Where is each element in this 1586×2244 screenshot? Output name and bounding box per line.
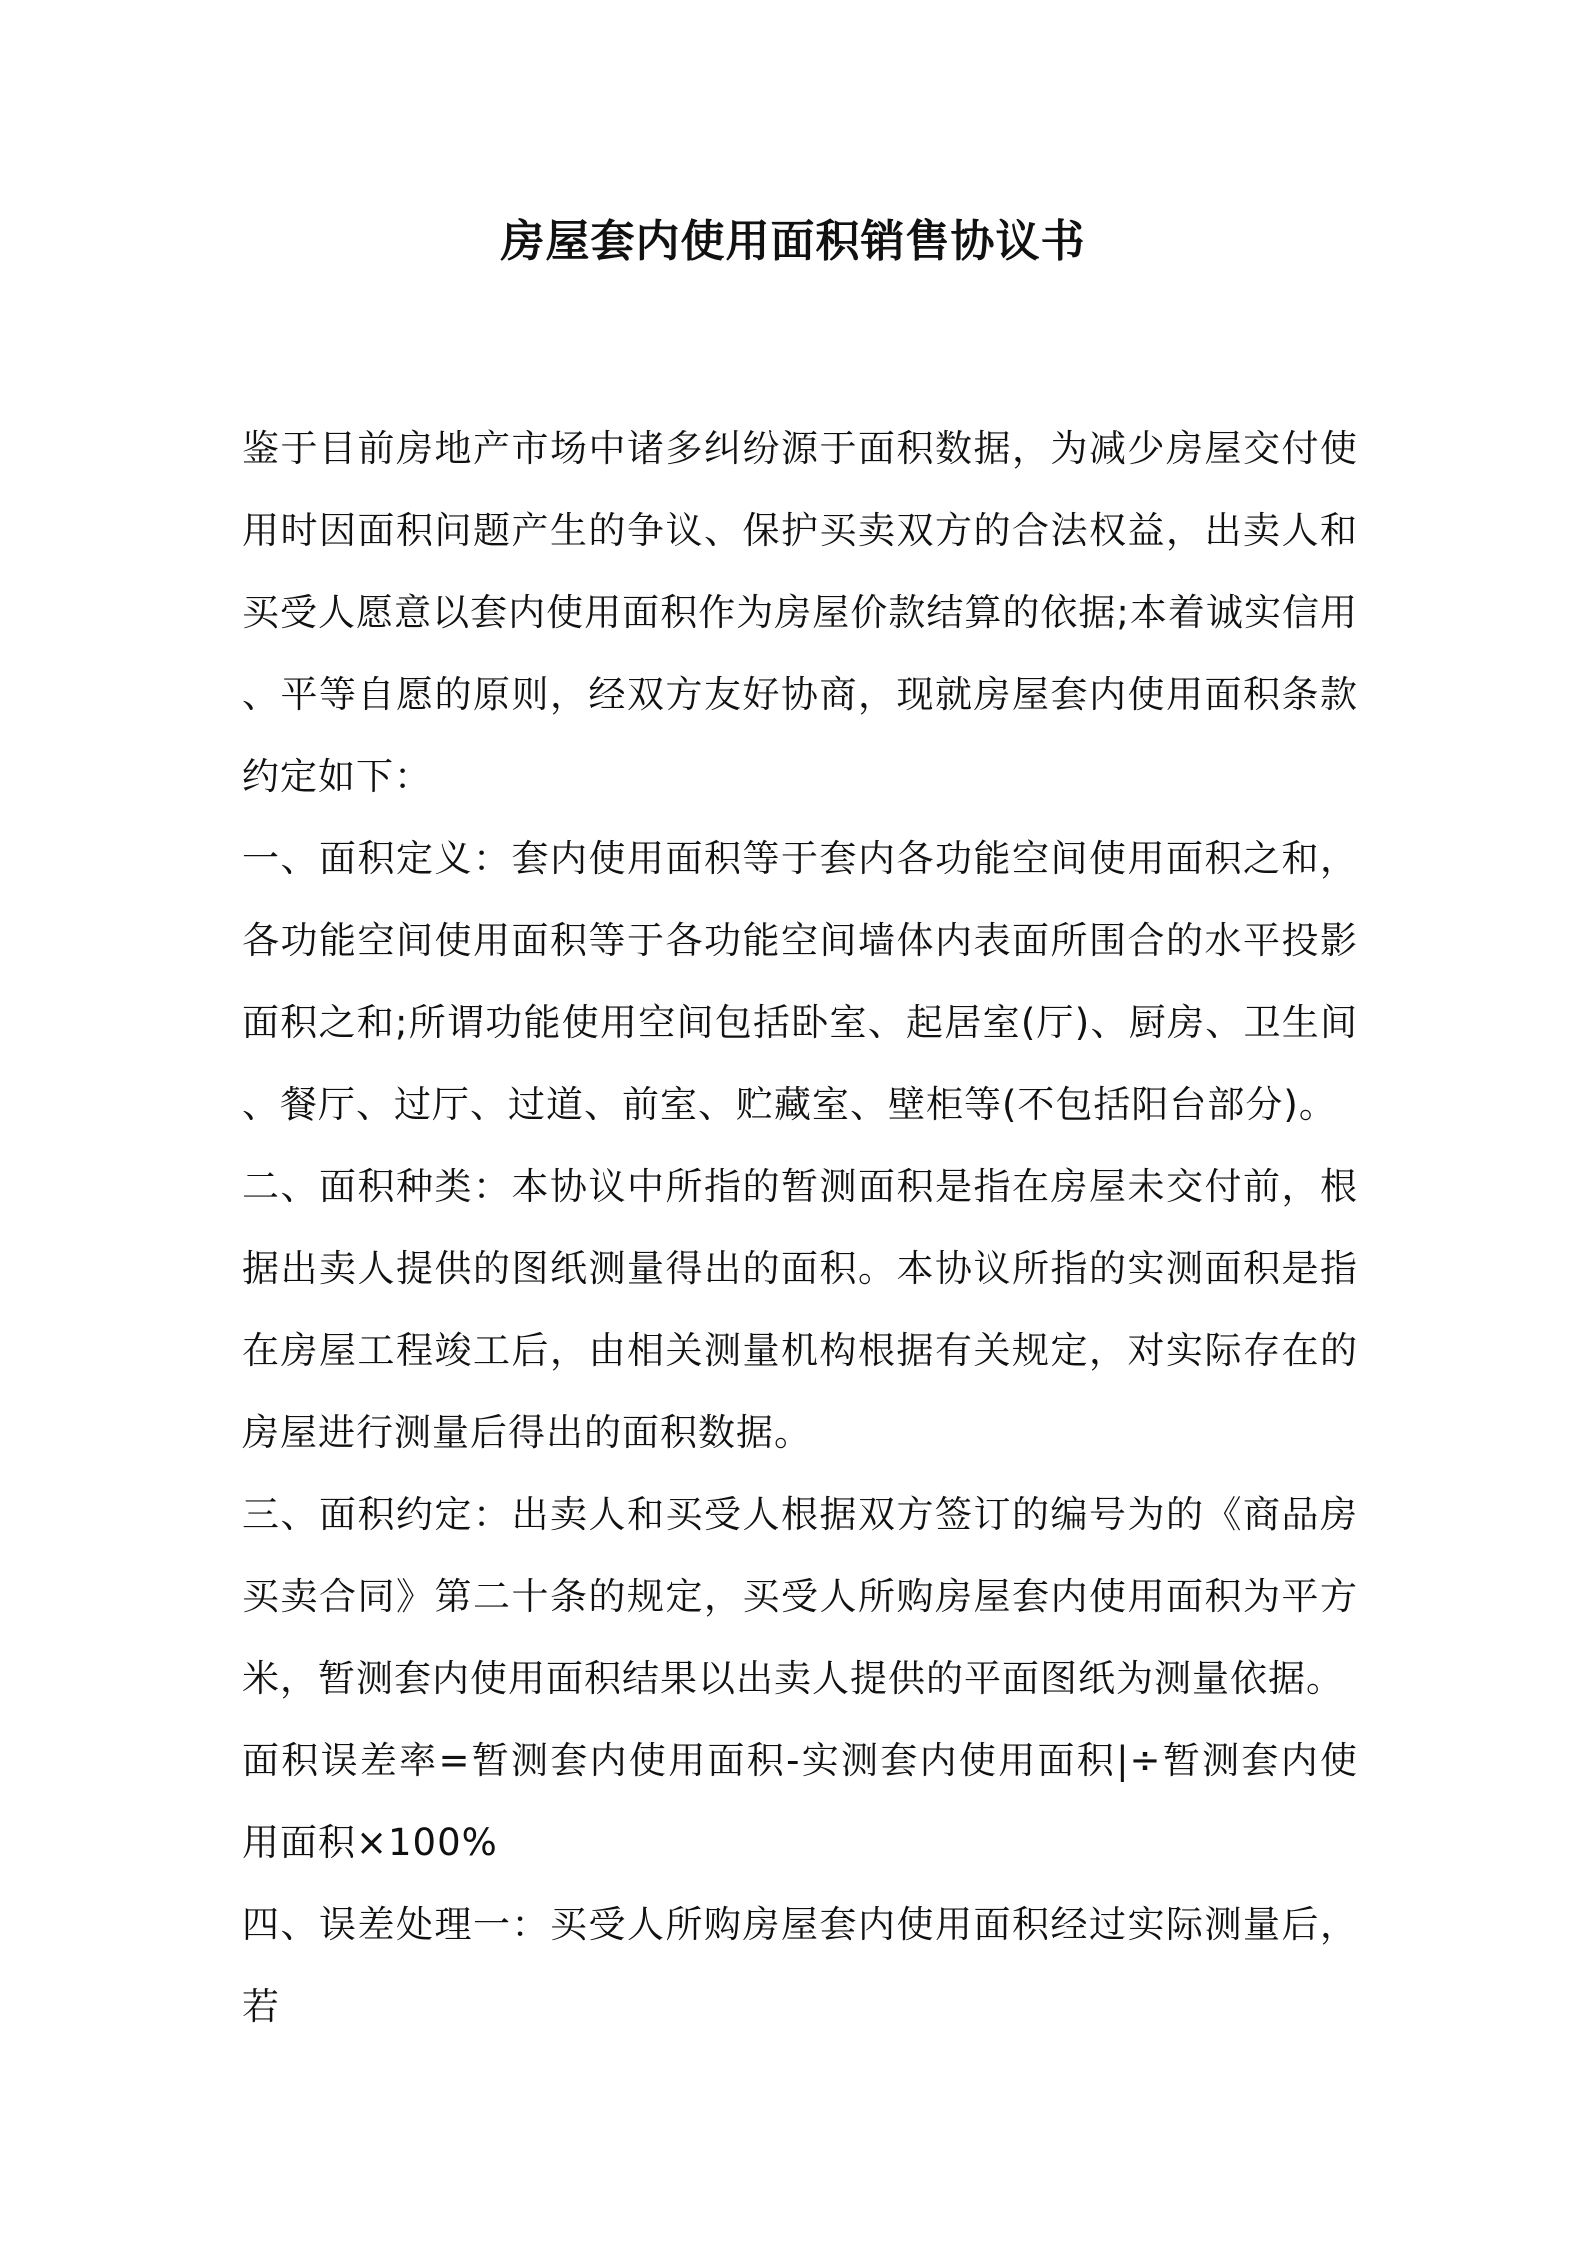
clause-area-definition: 一、面积定义：套内使用面积等于套内各功能空间使用面积之和，各功能空间使用面积等于各功能空间墙体内表面所围合的水平投影面积之和;所谓功能使用空间包括卧室、起居室(厅)、厨房、卫生间、餐厅、过厅、过道、前室、贮藏室、壁柜等(不包括阳台部分)。 [242, 837, 1358, 1126]
document-title: 房屋套内使用面积销售协议书 [500, 216, 1086, 267]
clause-area-types: 二、面积种类：本协议中所指的暂测面积是指在房屋未交付前，根据出卖人提供的图纸测量得出的面积。本协议所指的实测面积是指在房屋工程竣工后，由相关测量机构根据有关规定，对实际存在的房屋进行测量后得出的面积数据。 [242, 1165, 1358, 1454]
clause-error-handling: 四、误差处理一：买受人所购房屋套内使用面积经过实际测量后，若 [242, 1903, 1358, 2028]
area-error-rate-formula: 面积误差率=暂测套内使用面积-实测套内使用面积|÷暂测套内使用面积×100% [242, 1739, 1358, 1864]
preamble-paragraph: 鉴于目前房地产市场中诸多纠纷源于面积数据，为减少房屋交付使用时因面积问题产生的争议、保护买卖双方的合法权益，出卖人和买受人愿意以套内使用面积作为房屋价款结算的依据;本着诚实信用、平等自愿的原则，经双方友好协商，现就房屋套内使用面积条款约定如下： [242, 427, 1358, 798]
clause-area-agreement: 三、面积约定：出卖人和买受人根据双方签订的编号为的《商品房买卖合同》第二十条的规定，买受人所购房屋套内使用面积为平方米，暂测套内使用面积结果以出卖人提供的平面图纸为测量依据。 [242, 1493, 1358, 1700]
document-body [242, 408, 1358, 2048]
